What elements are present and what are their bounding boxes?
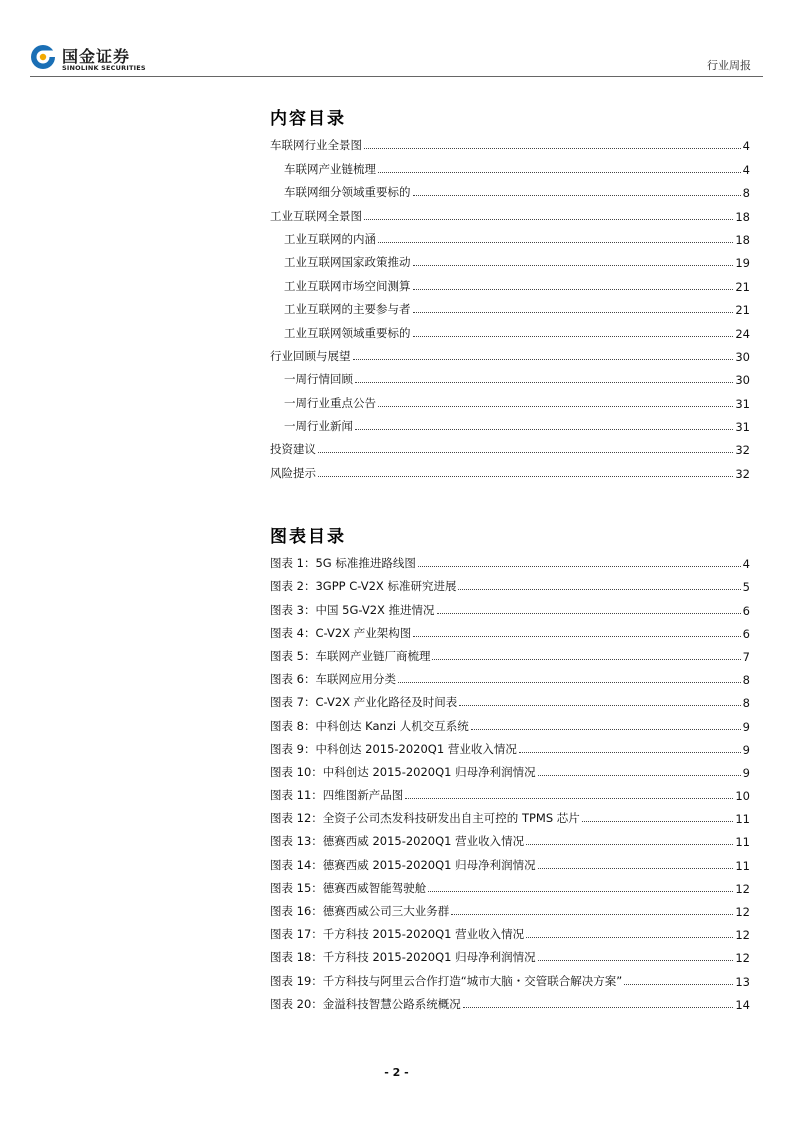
- toc-entry-title: 图表 20：金溢科技智慧公路系统概况: [270, 996, 461, 1011]
- toc-entry-page: 12: [735, 881, 750, 896]
- toc-entry-title: 车联网产业链梳理: [284, 161, 376, 176]
- toc-entry[interactable]: [270, 641, 750, 664]
- toc-dot-leader: [378, 242, 733, 243]
- toc-entry-title: 工业互联网全景图: [270, 208, 362, 223]
- toc-entry-title: 图表 19：千方科技与阿里云合作打造“城市大脑・交管联合解决方案”: [270, 973, 623, 988]
- logo-chinese-name: 国金证券: [62, 47, 131, 66]
- toc-dot-leader: [538, 960, 734, 961]
- toc-entry-title: 工业互联网的内涵: [284, 231, 376, 246]
- toc-dot-leader: [428, 891, 733, 892]
- toc-entry-page: 13: [735, 974, 750, 989]
- toc-entry-page: 21: [735, 279, 750, 294]
- toc-dot-leader: [538, 775, 741, 776]
- toc-entry-page: 14: [735, 997, 750, 1012]
- toc-entry[interactable]: [270, 153, 750, 176]
- toc-entry[interactable]: [270, 200, 750, 223]
- toc-dot-leader: [432, 659, 740, 660]
- toc-entry-page: 8: [742, 696, 750, 711]
- toc-entry-title: 图表 13：德赛西威 2015-2020Q1 营业收入情况: [270, 834, 525, 849]
- toc-entry[interactable]: [270, 710, 750, 733]
- toc-dot-leader: [318, 476, 733, 477]
- toc-entry-page: 19: [735, 256, 750, 271]
- toc-entry-page: 11: [735, 858, 750, 873]
- toc-dot-leader: [451, 914, 733, 915]
- toc-dot-leader: [526, 937, 733, 938]
- toc-entry-page: 4: [742, 557, 750, 572]
- toc-entry-page: 30: [735, 373, 750, 388]
- figures-title: 图表目录: [270, 527, 346, 547]
- toc-entry[interactable]: [270, 434, 750, 457]
- toc-entry[interactable]: [270, 826, 750, 849]
- toc-dot-leader: [413, 265, 734, 266]
- toc-entry[interactable]: [270, 130, 750, 153]
- toc-dot-leader: [355, 382, 733, 383]
- toc-dot-leader: [458, 589, 740, 590]
- toc-dot-leader: [624, 984, 733, 985]
- toc-entry-title: 图表 17：千方科技 2015-2020Q1 营业收入情况: [270, 927, 525, 942]
- toc-entry-title: 行业回顾与展望: [270, 348, 351, 363]
- toc-dot-leader: [398, 682, 741, 683]
- toc-entry-title: 投资建议: [270, 442, 316, 457]
- toc-entry-title: 工业互联网国家政策推动: [284, 255, 411, 270]
- report-type-label: 行业周报: [707, 59, 751, 72]
- toc-entry[interactable]: [270, 757, 750, 780]
- toc-dot-leader: [418, 566, 741, 567]
- toc-entry-page: 12: [735, 951, 750, 966]
- toc-entry-title: 图表 10：中科创达 2015-2020Q1 归母净利润情况: [270, 764, 536, 779]
- toc-dot-leader: [437, 613, 741, 614]
- toc-dot-leader: [582, 821, 734, 822]
- toc-dot-leader: [413, 636, 740, 637]
- toc-entry[interactable]: [270, 849, 750, 872]
- toc-entry-page: 6: [742, 626, 750, 641]
- toc-dot-leader: [413, 195, 741, 196]
- toc-entry-title: 风险提示: [270, 465, 316, 480]
- toc-dot-leader: [413, 336, 734, 337]
- toc-entry-title: 图表 8：中科创达 Kanzi 人机交互系统: [270, 718, 469, 733]
- toc-entry[interactable]: [270, 177, 750, 200]
- toc-entry-title: 图表 3：中国 5G-V2X 推进情况: [270, 602, 435, 617]
- toc-entry[interactable]: [270, 294, 750, 317]
- toc-entry[interactable]: [270, 965, 750, 988]
- toc-entry-page: 11: [735, 812, 750, 827]
- toc-entry[interactable]: [270, 873, 750, 896]
- toc-dot-leader: [463, 1007, 734, 1008]
- toc-dot-leader: [413, 312, 734, 313]
- toc-entry-title: 图表 16：德赛西威公司三大业务群: [270, 904, 450, 918]
- toc-entry-title: 图表 5：车联网产业链厂商梳理: [270, 648, 431, 663]
- toc-entry-page: 31: [735, 420, 750, 435]
- toc-entry-page: 4: [742, 139, 750, 154]
- toc-entry[interactable]: [270, 618, 750, 641]
- logo-english-name: SINOLINK SECURITIES: [62, 64, 146, 72]
- toc-entry-title: 图表 2：3GPP C-V2X 标准研究进展: [270, 579, 457, 594]
- toc-dot-leader: [471, 729, 741, 730]
- toc-entry-page: 12: [735, 905, 750, 919]
- toc-entry-title: 图表 11：四维图新产品图: [270, 788, 404, 803]
- toc-dot-leader: [519, 752, 741, 753]
- toc-entry-title: 车联网细分领域重要标的: [284, 185, 411, 200]
- toc-entry-page: 11: [735, 835, 750, 850]
- toc-entry[interactable]: [270, 317, 750, 340]
- toc-entry-title: 工业互联网领域重要标的: [284, 325, 411, 340]
- toc-entry[interactable]: [270, 919, 750, 942]
- toc-entry[interactable]: [270, 780, 750, 803]
- toc-dot-leader: [378, 406, 733, 407]
- toc-entry-title: 图表 1：5G 标准推进路线图: [270, 556, 416, 571]
- toc-entry-page: 6: [742, 603, 750, 618]
- toc-entry-page: 10: [735, 789, 750, 804]
- toc-entry-title: 图表 9：中科创达 2015-2020Q1 营业收入情况: [270, 741, 517, 756]
- toc-entry-title: 一周行业重点公告: [284, 395, 376, 410]
- toc-entry[interactable]: [270, 341, 750, 364]
- toc-entry-title: 图表 6：车联网应用分类: [270, 672, 396, 687]
- toc-entry-page: 5: [742, 580, 750, 595]
- toc-entry-title: 车联网行业全景图: [270, 138, 362, 153]
- toc-dot-leader: [413, 289, 734, 290]
- toc-entry-page: 30: [735, 349, 750, 364]
- toc-entry[interactable]: [270, 457, 750, 480]
- toc-entry-page: 8: [742, 186, 750, 201]
- toc-entry-title: 图表 14：德赛西威 2015-2020Q1 归母净利润情况: [270, 857, 536, 872]
- toc-entry[interactable]: [270, 803, 750, 826]
- toc-entry-page: 32: [735, 466, 750, 481]
- toc-entry[interactable]: [270, 387, 750, 410]
- toc-entry[interactable]: [270, 224, 750, 247]
- toc-entry-page: 32: [735, 443, 750, 458]
- toc-entry[interactable]: [270, 364, 750, 387]
- toc-entry-title: 图表 4：C-V2X 产业架构图: [270, 625, 412, 640]
- toc-dot-leader: [538, 868, 734, 869]
- toc-entry-page: 18: [735, 209, 750, 224]
- toc-dot-leader: [526, 844, 733, 845]
- toc-entry-page: 24: [735, 326, 750, 341]
- sinolink-logo-icon: [30, 44, 56, 70]
- toc-entry[interactable]: [270, 571, 750, 594]
- toc-entry-page: 4: [742, 162, 750, 177]
- toc-dot-leader: [355, 429, 733, 430]
- toc-entry-title: 一周行情回顾: [284, 372, 353, 387]
- toc-entry-title: 图表 7：C-V2X 产业化路径及时间表: [270, 695, 458, 710]
- toc-entry[interactable]: [270, 734, 750, 757]
- toc-entry-title: 工业互联网市场空间测算: [284, 278, 411, 293]
- toc-entry-title: 工业互联网的主要参与者: [284, 302, 411, 317]
- page-header: [0, 0, 793, 80]
- toc-entry[interactable]: [270, 594, 750, 617]
- sinolink-logo: [30, 44, 170, 76]
- toc-entry-page: 7: [742, 649, 750, 664]
- figures-list: [270, 548, 750, 1012]
- toc-entry-title: 一周行业新闻: [284, 419, 353, 434]
- toc-dot-leader: [353, 359, 734, 360]
- toc-entry-title: 图表 12：全资子公司杰发科技研发出自主可控的 TPMS 芯片: [270, 811, 580, 826]
- toc-entry-title: 图表 18：千方科技 2015-2020Q1 归母净利润情况: [270, 950, 536, 965]
- toc-entry-page: 12: [735, 928, 750, 943]
- toc-entry-page: 8: [742, 673, 750, 688]
- toc-entry-title: 图表 15：德赛西威智能驾驶舱: [270, 880, 427, 895]
- page-number: - 2 -: [384, 1066, 409, 1079]
- toc-entry-page: 21: [735, 303, 750, 318]
- toc-entry-page: 31: [735, 396, 750, 411]
- toc-entry-page: 9: [742, 719, 750, 734]
- toc-entry[interactable]: [270, 247, 750, 270]
- toc-dot-leader: [364, 148, 741, 149]
- toc-entry-page: 9: [742, 742, 750, 757]
- toc-entry[interactable]: [270, 411, 750, 434]
- toc-dot-leader: [318, 452, 733, 453]
- toc-entry-page: 9: [742, 765, 750, 780]
- toc-entry[interactable]: [270, 896, 750, 919]
- toc-dot-leader: [364, 219, 733, 220]
- contents-list: [270, 130, 750, 481]
- toc-dot-leader: [459, 705, 740, 706]
- toc-entry[interactable]: [270, 989, 750, 1012]
- toc-dot-leader: [405, 798, 733, 799]
- toc-entry-page: 18: [735, 232, 750, 247]
- toc-entry[interactable]: [270, 548, 750, 571]
- toc-entry[interactable]: [270, 664, 750, 687]
- contents-title: 内容目录: [270, 109, 346, 129]
- header-divider: [30, 76, 763, 77]
- toc-entry[interactable]: [270, 942, 750, 965]
- toc-entry[interactable]: [270, 270, 750, 293]
- toc-entry[interactable]: [270, 687, 750, 710]
- toc-dot-leader: [378, 172, 741, 173]
